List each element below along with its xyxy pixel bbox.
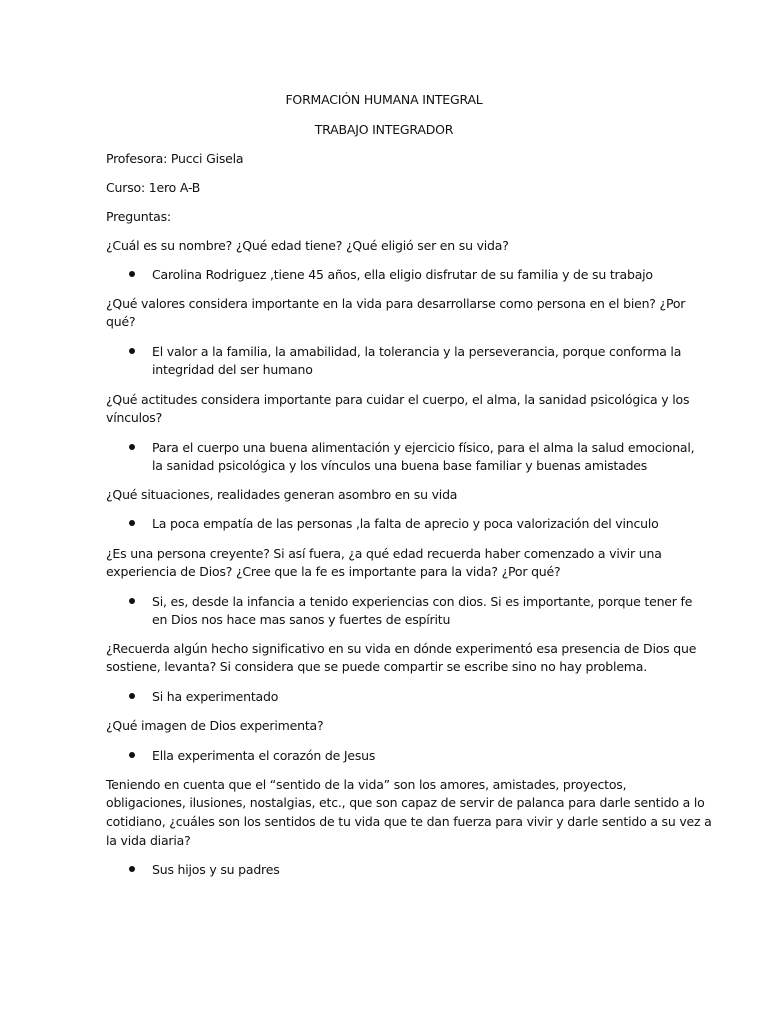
answer-4: La poca empatía de las personas ,la falta de aprecio y poca valorización del vinculo bbox=[152, 516, 659, 531]
bullet-icon bbox=[129, 520, 135, 526]
question-8-line-4: la vida diaria? bbox=[106, 833, 191, 848]
answer-3: Para el cuerpo una buena alimentación y ejercicio físico, para el alma la salud emocional, bbox=[152, 440, 695, 455]
answer-7: Ella experimenta el corazón de Jesus bbox=[152, 748, 376, 763]
course-line: Curso: 1ero A-B bbox=[106, 180, 201, 195]
bullet-icon bbox=[129, 693, 135, 699]
answer-3-line-2: la sanidad psicológica y los vínculos una buena base familiar y buenas amistades bbox=[152, 458, 648, 473]
question-6: ¿Recuerda algún hecho significativo en su vida en dónde experimentó esa presencia de Dios que bbox=[106, 641, 697, 656]
question-8-line-3: cotidiano, ¿cuáles son los sentidos de tu vida que te dan fuerza para vivir y darle sentido a su vez a bbox=[106, 814, 712, 829]
document-subtitle: TRABAJO INTEGRADOR bbox=[314, 122, 454, 137]
question-1: ¿Cuál es su nombre? ¿Qué edad tiene? ¿Qué eligió ser en su vida? bbox=[106, 238, 509, 253]
question-5-line-2: experiencia de Dios? ¿Cree que la fe es importante para la vida? ¿Por qué? bbox=[106, 564, 561, 579]
question-8: Teniendo en cuenta que el “sentido de la vida” son los amores, amistades, proyectos, bbox=[106, 777, 627, 792]
answer-2: El valor a la familia, la amabilidad, la tolerancia y la perseverancia, porque conforma la bbox=[152, 344, 682, 359]
questions-heading: Preguntas: bbox=[106, 209, 171, 224]
question-2: ¿Qué valores considera importante en la vida para desarrollarse como persona en el bien? ¿Por bbox=[106, 296, 686, 311]
teacher-line: Profesora: Pucci Gisela bbox=[106, 151, 244, 166]
question-6-line-2: sostiene, levanta? Si considera que se puede compartir se escribe sino no hay problema. bbox=[106, 659, 648, 674]
answer-6: Si ha experimentado bbox=[152, 689, 279, 704]
answer-1: Carolina Rodriguez ,tiene 45 años, ella eligio disfrutar de su familia y de su trabajo bbox=[152, 267, 653, 282]
question-8-line-2: obligaciones, ilusiones, nostalgias, etc., que son capaz de servir de palanca para darle sentido a lo bbox=[106, 795, 705, 810]
answer-8: Sus hijos y su padres bbox=[152, 862, 280, 877]
bullet-icon bbox=[129, 598, 135, 604]
question-5: ¿Es una persona creyente? Si así fuera, ¿a qué edad recuerda haber comenzado a vivir una bbox=[106, 546, 662, 561]
answer-5-line-2: en Dios nos hace mas sanos y fuertes de espíritu bbox=[152, 612, 451, 627]
bullet-icon bbox=[129, 866, 135, 872]
question-7: ¿Qué imagen de Dios experimenta? bbox=[106, 718, 324, 733]
document-title: FORMACIÓN HUMANA INTEGRAL bbox=[285, 92, 483, 107]
question-4: ¿Qué situaciones, realidades generan asombro en su vida bbox=[106, 487, 458, 502]
answer-5: Si, es, desde la infancia a tenido experiencias con dios. Si es importante, porque tener fe bbox=[152, 594, 693, 609]
bullet-icon bbox=[129, 444, 135, 450]
bullet-icon bbox=[129, 348, 135, 354]
question-3-line-2: vínculos? bbox=[106, 410, 163, 425]
question-2-line-2: qué? bbox=[106, 314, 136, 329]
answer-2-line-2: integridad del ser humano bbox=[152, 362, 313, 377]
question-3: ¿Qué actitudes considera importante para cuidar el cuerpo, el alma, la sanidad psicológica y los bbox=[106, 392, 690, 407]
bullet-icon bbox=[129, 271, 135, 277]
bullet-icon bbox=[129, 752, 135, 758]
